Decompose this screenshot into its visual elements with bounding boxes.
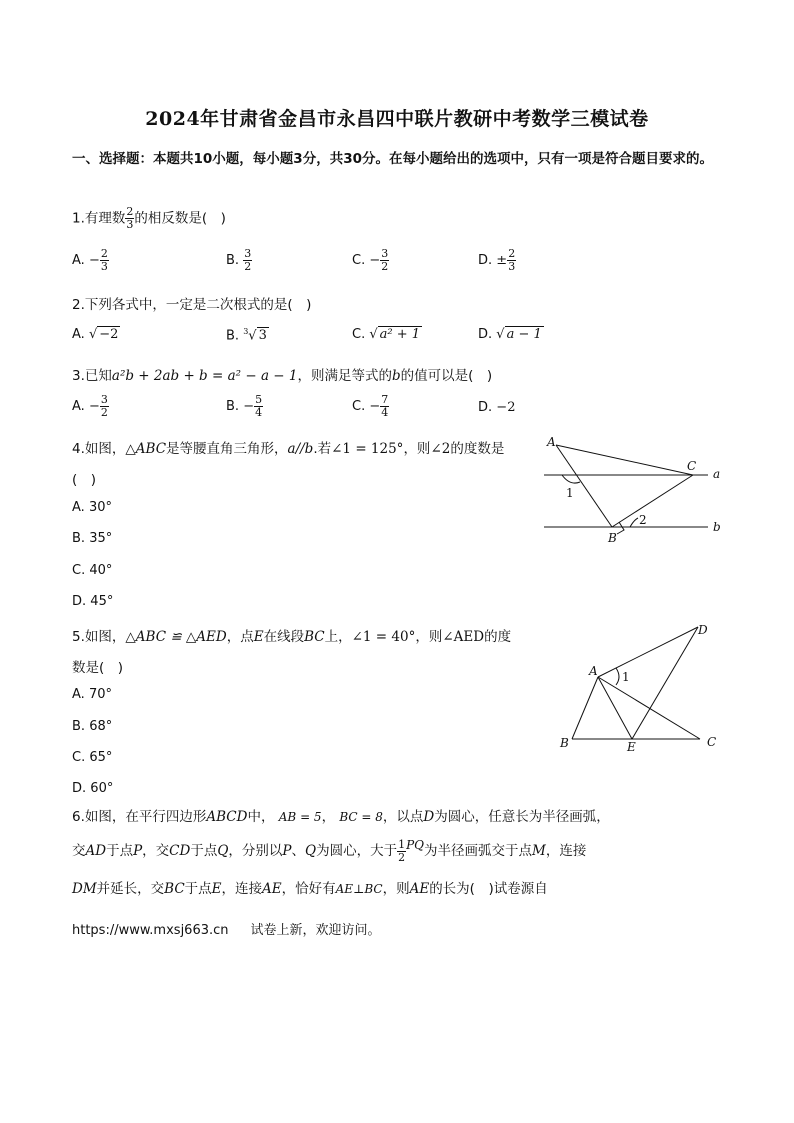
question-5-line2: 数是( ) (72, 660, 124, 676)
q3-option-b: B. − $\frac{5}{4}$ (226, 393, 263, 419)
label-angle-1: 1 (566, 486, 574, 500)
q5-option-d: D. 60° (72, 781, 114, 796)
q3-option-d: D. −2 (478, 400, 516, 415)
segment-bc (612, 475, 693, 527)
q3-option-c: C. − $\frac{7}{4}$ (352, 393, 389, 419)
fraction: $\frac{2}{3}$ (126, 205, 134, 231)
label-angle-1: 1 (622, 670, 630, 684)
q5-figure (550, 615, 730, 755)
question-6-line3: DM并延长，交BC于点E，连接AE，恰好有AE⊥BC，则AE的长为( )试卷源自 (72, 881, 548, 897)
label-e-vertex: E (627, 740, 636, 754)
label-c-vertex: C (707, 735, 717, 749)
label-line-a: a (713, 467, 721, 481)
segment-ac (556, 445, 693, 475)
question-2: 2.下列各式中，一定是二次根式的是( ) (72, 297, 312, 313)
angle-1-arc (616, 668, 619, 685)
q4-option-d: D. 45° (72, 594, 114, 609)
label-c-vertex: C (687, 459, 697, 473)
q5-option-a: A. 70° (72, 687, 112, 702)
angle-2-arc (630, 518, 638, 527)
label-a-vertex: A (589, 664, 598, 678)
label-a-vertex: A (547, 435, 556, 449)
segment-ab (572, 677, 598, 739)
q4-option-a: A. 30° (72, 500, 112, 515)
segment-ab (556, 445, 612, 527)
q1-option-d: D. ± $\frac{2}{3}$ (478, 247, 516, 273)
q3-option-a: A. − $\frac{3}{2}$ (72, 393, 108, 419)
page-title: 2024年甘肃省金昌市永昌四中联片教研中考数学三模试卷 (145, 108, 649, 130)
question-3: 3.已知a²b + 2ab + b = a² − a − 1，则满足等式的b的值可以是( ) (72, 368, 493, 384)
q4-figure (530, 430, 740, 550)
question-4: 4.如图，△ABC是等腰直角三角形，a//b.若∠1 = 125°，则∠2的度数是 (72, 441, 505, 457)
label-b-vertex: B (608, 531, 617, 545)
q4-option-b: B. 35° (72, 531, 113, 546)
question-6-line1: 6.如图，在平行四边形ABCD中， AB = 5， BC = 8，以点D为圆心，任意长为半径画弧， (72, 809, 610, 825)
segment-ac (598, 677, 700, 739)
section-heading: 一、选择题：本题共10小题，每小题3分，共30分。在每小题给出的选项中，只有一项是符合题目要求的。 (72, 151, 713, 167)
label-angle-2: 2 (639, 513, 647, 527)
question-6-line2: 交AD于点P，交CD于点Q，分别以P、Q为圆心，大于 $\frac{1}{2}$ PQ为半径画弧交于点M，连接 (72, 837, 587, 864)
right-angle-mark (617, 522, 624, 534)
question-1: 1.有理数 $\frac{2}{3}$ 的相反数是( ) (72, 205, 226, 231)
q2-option-b: B. $^3$√ 3 (226, 327, 267, 344)
q1-option-b: B. $\frac{3}{2}$ (226, 247, 252, 273)
q2-option-a: A. √ −2 (72, 327, 119, 342)
q2-option-c: C. √ a² + 1 (352, 327, 421, 342)
label-b-vertex: B (560, 736, 569, 750)
q5-option-b: B. 68° (72, 719, 113, 734)
footer-url[interactable]: https://www.mxsj663.cn (72, 923, 229, 938)
question-5: 5.如图，△ABC ≌ △AED，点E在线段BC上，∠1 = 40°，则∠AED的度 (72, 629, 512, 645)
question-4-paren: ( ) (72, 472, 97, 488)
q1-option-a: A. − $\frac{2}{3}$ (72, 247, 108, 273)
q4-option-c: C. 40° (72, 563, 113, 578)
q1-option-c: C. − $\frac{3}{2}$ (352, 247, 389, 273)
segment-ae (598, 677, 632, 739)
footer (72, 919, 381, 938)
label-d-vertex: D (698, 623, 708, 637)
q2-option-d: D. √ a − 1 (478, 327, 542, 342)
label-line-b: b (713, 520, 721, 534)
footer-note: 试卷上新，欢迎访问。 (250, 923, 381, 938)
q5-option-c: C. 65° (72, 750, 113, 765)
